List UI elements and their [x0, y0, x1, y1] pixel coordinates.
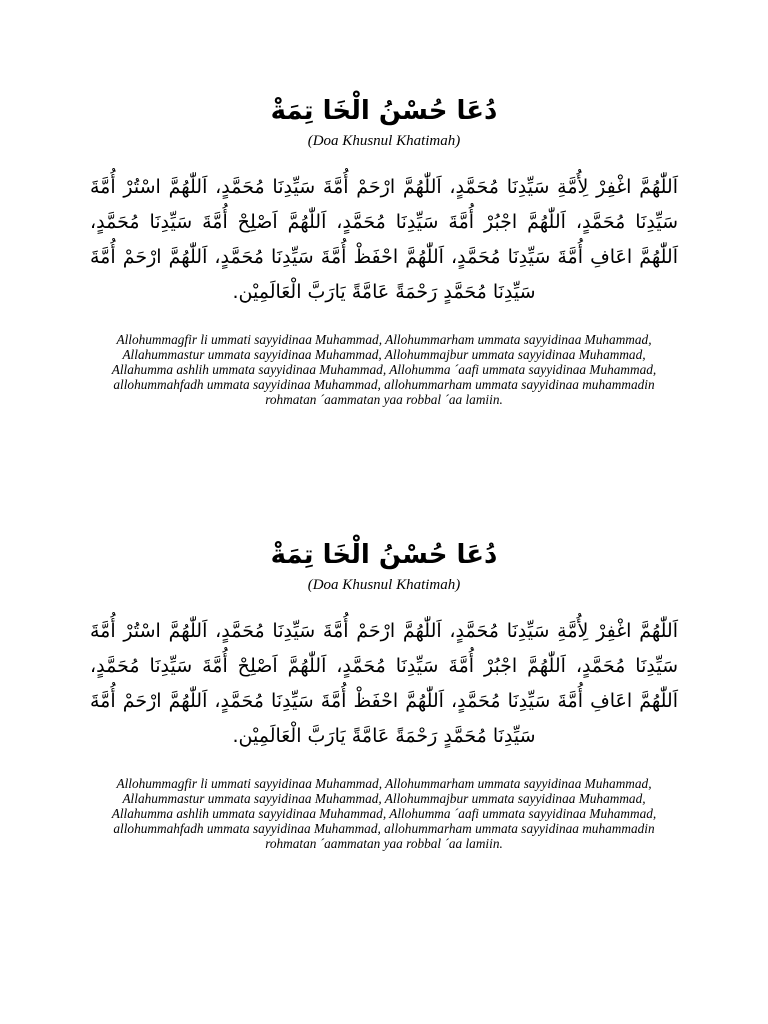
prayer-section: [90, 96, 678, 407]
prayer-title-arabic: دُعَا حُسْنُ الْخَا تِمَةْ: [270, 540, 498, 570]
prayer-subtitle: (Doa Khusnul Khatimah): [307, 577, 461, 593]
prayer-text-arabic: اَللّٰهُمَّ اغْفِرْ لِأُمَّةِ سَيِّدِنَا مُحَمَّدٍ، اَللّٰهُمَّ ارْحَمْ أُمَّةَ سَيِّدِنَا مُحَمَّدٍ، اَللّٰهُمَّ اسْتُرْ أُمَّةَ سَيِّدِنَا مُحَمَّدٍ، اَللّٰهُمَّ اجْبُرْ أُمَّةَ سَيِّدِنَا مُحَمَّدٍ، اَللّٰهُمَّ اَصْلِحْ أُمَّةَ سَيِّدِنَا مُحَمَّدٍ، اَللّٰهُمَّ اعَافِ أُمَّةَ سَيِّدِنَا مُحَمَّدٍ، اَللّٰهُمَّ احْفَظْ أُمَّةَ سَيِّدِنَا مُحَمَّدٍ، اَللّٰهُمَّ ارْحَمْ أُمَّةَ سَيِّدِنَا مُحَمَّدٍ رَحْمَةً عَامَّةً يَارَبَّ الْعَالَمِيْن.: [90, 620, 678, 747]
prayer-transliteration: Allohummagfir li ummati sayyidinaa Muhammad, Allohummarham ummata sayyidinaa Muhammad, Allahummastur ummata sayyidinaa Muhammad, Allohummajbur ummata sayyidinaa Muhammad, Allahumma ashlih ummata sayyidinaa Muhammad, Allohumma ´aafi ummata sayyidinaa Muhammad, allohummahfadh ummata sayyidinaa Muhammad, allohummarham ummata sayyidinaa muhammadin rohmatan ´aammatan yaa robbal ´aa lamiin.: [111, 332, 657, 407]
prayer-section: [90, 540, 678, 851]
prayer-title-arabic: دُعَا حُسْنُ الْخَا تِمَةْ: [270, 96, 498, 126]
prayer-text-arabic: اَللّٰهُمَّ اغْفِرْ لِأُمَّةِ سَيِّدِنَا مُحَمَّدٍ، اَللّٰهُمَّ ارْحَمْ أُمَّةَ سَيِّدِنَا مُحَمَّدٍ، اَللّٰهُمَّ اسْتُرْ أُمَّةَ سَيِّدِنَا مُحَمَّدٍ، اَللّٰهُمَّ اجْبُرْ أُمَّةَ سَيِّدِنَا مُحَمَّدٍ، اَللّٰهُمَّ اَصْلِحْ أُمَّةَ سَيِّدِنَا مُحَمَّدٍ، اَللّٰهُمَّ اعَافِ أُمَّةَ سَيِّدِنَا مُحَمَّدٍ، اَللّٰهُمَّ احْفَظْ أُمَّةَ سَيِّدِنَا مُحَمَّدٍ، اَللّٰهُمَّ ارْحَمْ أُمَّةَ سَيِّدِنَا مُحَمَّدٍ رَحْمَةً عَامَّةً يَارَبَّ الْعَالَمِيْن.: [90, 176, 678, 303]
prayer-transliteration: Allohummagfir li ummati sayyidinaa Muhammad, Allohummarham ummata sayyidinaa Muhammad, Allahummastur ummata sayyidinaa Muhammad, Allohummajbur ummata sayyidinaa Muhammad, Allahumma ashlih ummata sayyidinaa Muhammad, Allohumma ´aafi ummata sayyidinaa Muhammad, allohummahfadh ummata sayyidinaa Muhammad, allohummarham ummata sayyidinaa muhammadin rohmatan ´aammatan yaa robbal ´aa lamiin.: [111, 776, 657, 851]
prayer-subtitle: (Doa Khusnul Khatimah): [307, 133, 461, 149]
